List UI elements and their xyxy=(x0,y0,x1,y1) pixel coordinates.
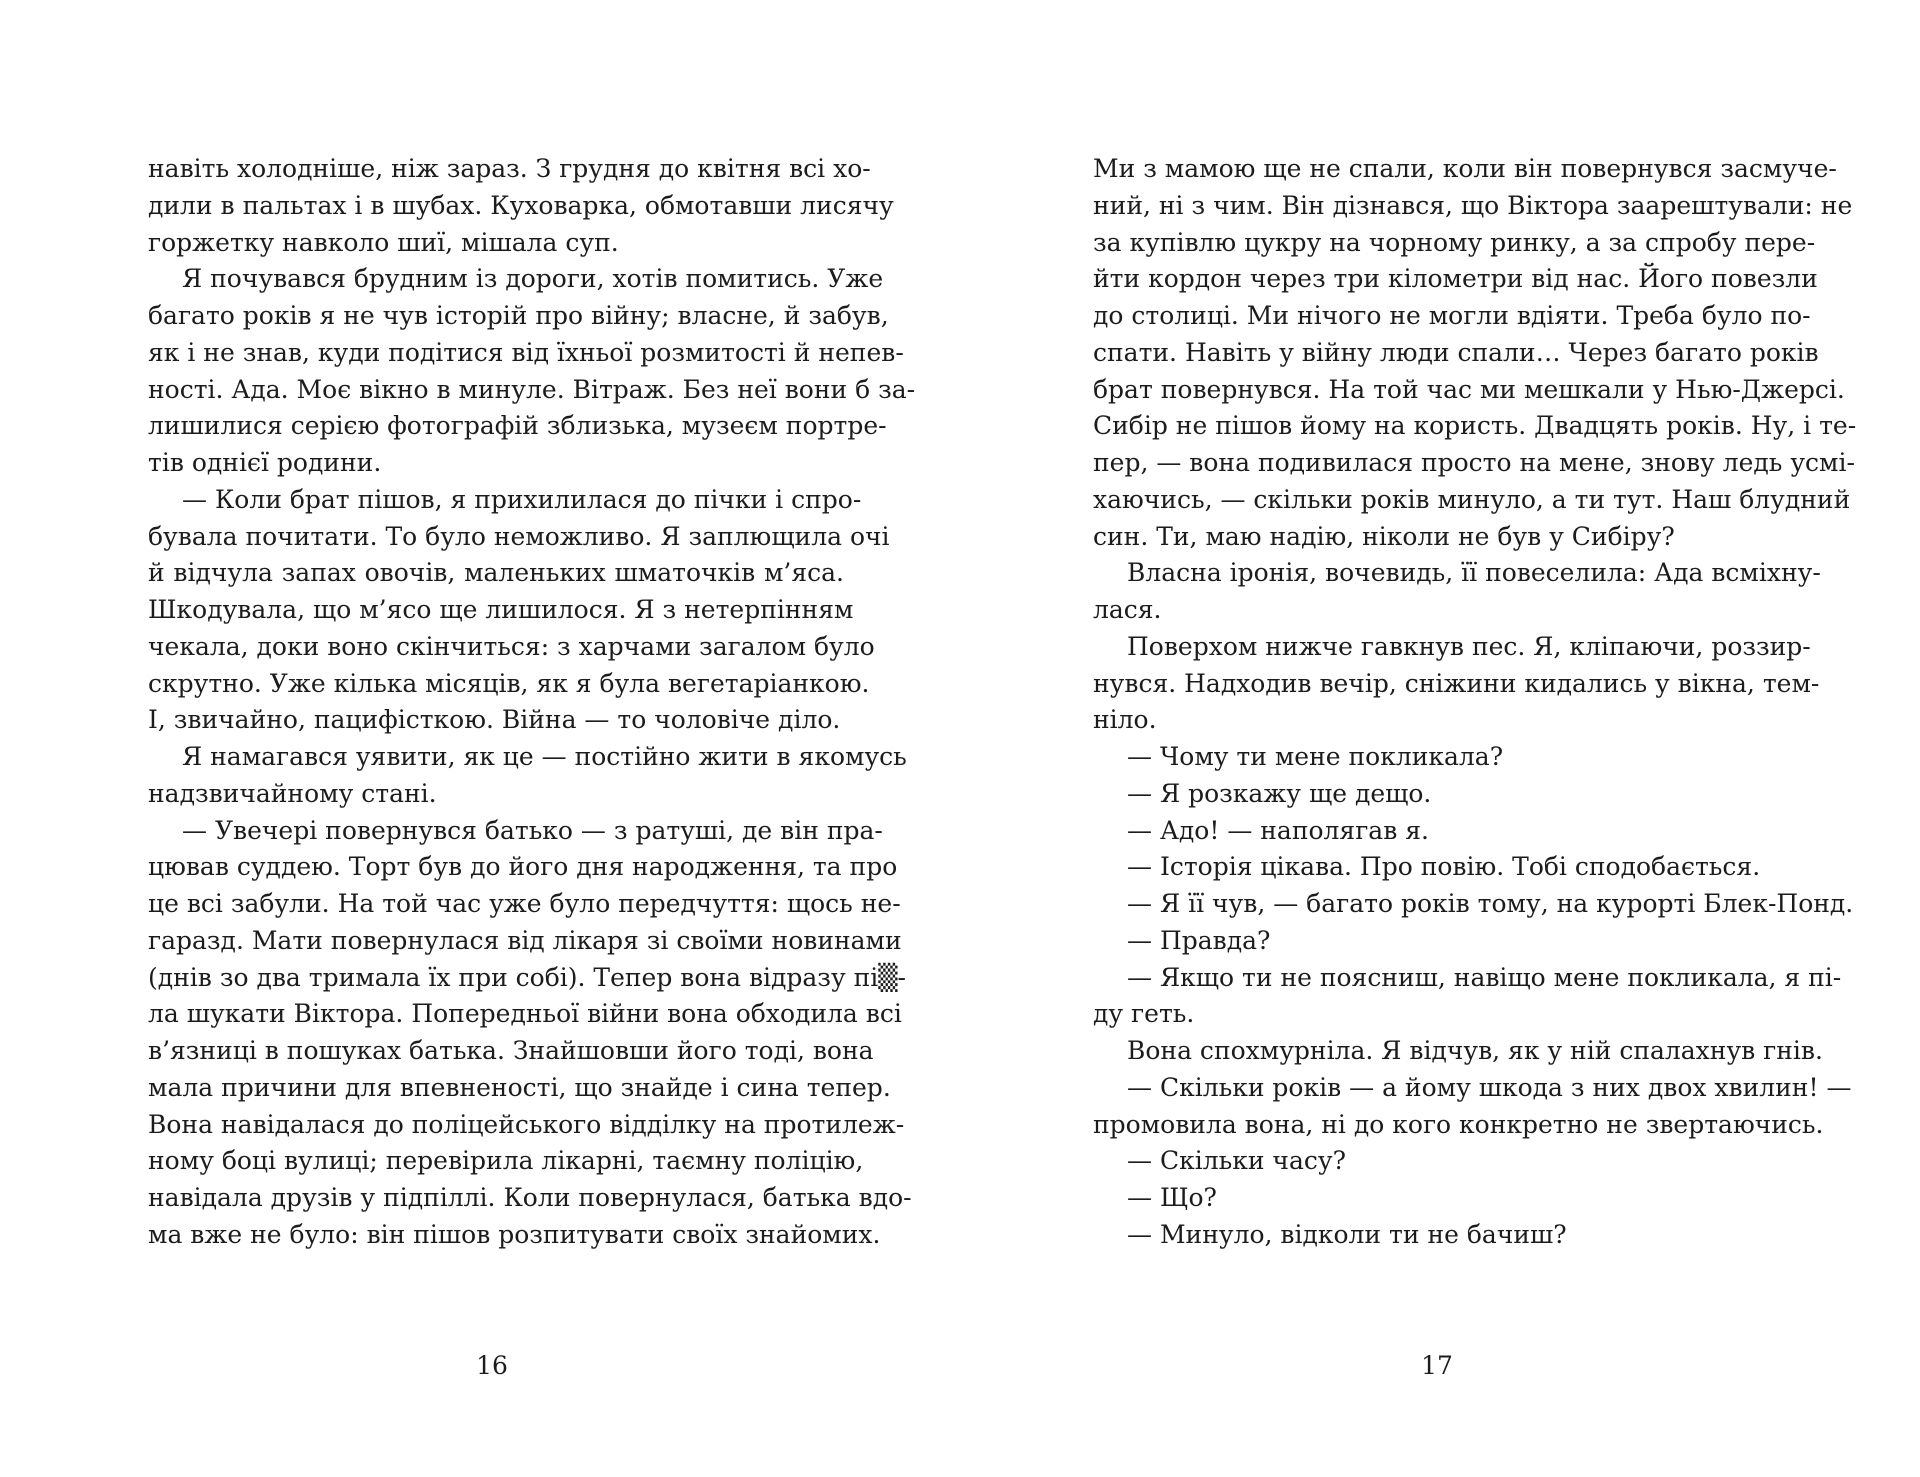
text-line: ла шукати Віктора. Попередньої війни вона обходила всі xyxy=(148,999,902,1029)
text-line: ду геть. xyxy=(1093,999,1195,1029)
text-line: бувала почитати. То було неможливо. Я заплющила очі xyxy=(148,521,890,551)
text-line: — Що? xyxy=(1127,1183,1217,1212)
text-line: мала причини для впевненості, що знайде і сина тепер. xyxy=(148,1072,891,1102)
text-line: й відчула запах овочів, маленьких шматочків м’яса. xyxy=(148,558,844,588)
text-line: — Минуло, відколи ти не бачиш? xyxy=(1127,1219,1567,1249)
text-line: — Історія цікава. Про повію. Тобі сподобається. xyxy=(1127,852,1761,882)
text-line: хаючись, — скільки років минуло, а ти тут. Наш блудний xyxy=(1093,484,1851,514)
text-line: скрутно. Уже кілька місяців, як я була вегетаріанкою. xyxy=(148,668,870,698)
text-line: Я намагався уявити, як це — постійно жити в якомусь xyxy=(182,742,907,771)
text-line: Сибір не пішов йому на користь. Двадцять років. Ну, і те- xyxy=(1093,411,1857,441)
text-line: дили в пальтах і в шубах. Куховарка, обмотавши лисячу xyxy=(148,190,894,220)
text-line: — Адо! — наполягав я. xyxy=(1127,815,1429,845)
text-line: ному боці вулиці; перевірила лікарні, таємну поліцію, xyxy=(148,1146,864,1176)
text-line: — Якщо ти не поясниш, навіщо мене покликала, я пі- xyxy=(1127,962,1842,992)
text-line: — Я розкажу ще дещо. xyxy=(1127,778,1432,808)
text-line: спати. Навіть у війну люди спали… Через багато років xyxy=(1093,337,1819,367)
text-line: горжетку навколо шиї, мішала суп. xyxy=(148,227,619,257)
page-number-left: 16 xyxy=(476,1351,508,1380)
text-line: Власна іронія, вочевидь, її повеселила: Ада всміхну- xyxy=(1127,558,1821,588)
text-line: тів однієї родини. xyxy=(148,448,382,477)
text-line: чекала, доки воно скінчиться: з харчами загалом було xyxy=(148,631,875,661)
text-line: навіть холодніше, ніж зараз. З грудня до квітня всі хо- xyxy=(148,154,871,183)
text-line: як і не знав, куди подітися від їхньої розмитості й непев- xyxy=(148,337,904,367)
text-line: ний, ні з чим. Він дізнався, що Віктора заарештували: не xyxy=(1093,190,1853,220)
text-line: (днів зо два тримала їх при собі). Тепер вона відразу пі▒- xyxy=(148,962,906,992)
text-line: ма вже не було: він пішов розпитувати своїх знайомих. xyxy=(148,1219,881,1249)
text-line: в’язниці в пошуках батька. Знайшовши його тоді, вона xyxy=(148,1036,874,1065)
text-line: Я почувався брудним із дороги, хотів помитись. Уже xyxy=(182,264,884,294)
text-line: Шкодувала, що м’ясо ще лишилося. Я з нетерпінням xyxy=(148,595,854,624)
text-line: багато років я не чув історій про війну; власне, й забув, xyxy=(148,301,889,330)
text-line: лася. xyxy=(1093,595,1162,624)
text-line: до столиці. Ми нічого не могли вдіяти. Треба було по- xyxy=(1093,301,1811,330)
text-line: — Увечері повернувся батько — з ратуші, де він пра- xyxy=(182,815,883,845)
text-line: лишилися серією фотографій зблизька, музеєм портре- xyxy=(148,411,887,441)
text-line: надзвичайному стані. xyxy=(148,778,437,808)
text-line: ніло. xyxy=(1093,705,1157,735)
text-line: ності. Ада. Моє вікно в минуле. Вітраж. Без неї вони б за- xyxy=(148,374,916,404)
text-line: Ми з мамою ще не спали, коли він повернувся засмуче- xyxy=(1093,154,1837,183)
text-line: цював суддею. Торт був до його дня народження, та про xyxy=(148,852,898,882)
text-line: син. Ти, маю надію, ніколи не був у Сибіру? xyxy=(1093,521,1675,551)
text-line: — Коли брат пішов, я прихилилася до пічки і спро- xyxy=(182,484,862,514)
text-line: гаразд. Мати повернулася від лікаря зі своїми новинами xyxy=(148,925,902,955)
right-page-text xyxy=(1093,151,1857,1254)
text-line: йти кордон через три кілометри від нас. Його повезли xyxy=(1093,264,1818,294)
text-line: І, звичайно, пацифісткою. Війна — то чоловіче діло. xyxy=(148,705,841,735)
page-number-right: 17 xyxy=(1421,1351,1453,1380)
text-line: нувся. Надходив вечір, сніжини кидались у вікна, тем- xyxy=(1093,668,1820,698)
text-line: за купівлю цукру на чорному ринку, а за спробу пере- xyxy=(1093,227,1816,257)
text-line: Поверхом нижче гавкнув пес. Я, кліпаючи, роззир- xyxy=(1127,631,1811,661)
text-line: — Скільки часу? xyxy=(1127,1146,1346,1176)
text-line: — Скільки років — а йому шкода з них двох хвилин! — xyxy=(1127,1072,1852,1102)
text-line: — Правда? xyxy=(1127,925,1271,955)
text-line: брат повернувся. На той час ми мешкали у Нью-Джерсі. xyxy=(1093,374,1845,404)
text-line: Вона спохмурніла. Я відчув, як у ній спалахнув гнів. xyxy=(1127,1036,1823,1065)
text-line: промовила вона, ні до кого конкретно не звертаючись. xyxy=(1093,1109,1824,1139)
text-line: — Я її чув, — багато років тому, на курорті Блек-Понд. xyxy=(1127,889,1854,918)
left-page-text xyxy=(148,151,916,1254)
text-line: Вона навідалася до поліцейського відділку на протилеж- xyxy=(148,1109,905,1139)
text-line: це всі забули. На той час уже було передчуття: щось не- xyxy=(148,889,901,918)
text-line: — Чому ти мене покликала? xyxy=(1127,742,1504,771)
text-line: навідала друзів у підпіллі. Коли повернулася, батька вдо- xyxy=(148,1183,912,1212)
text-line: пер, — вона подивилася просто на мене, знову ледь усмі- xyxy=(1093,448,1855,477)
